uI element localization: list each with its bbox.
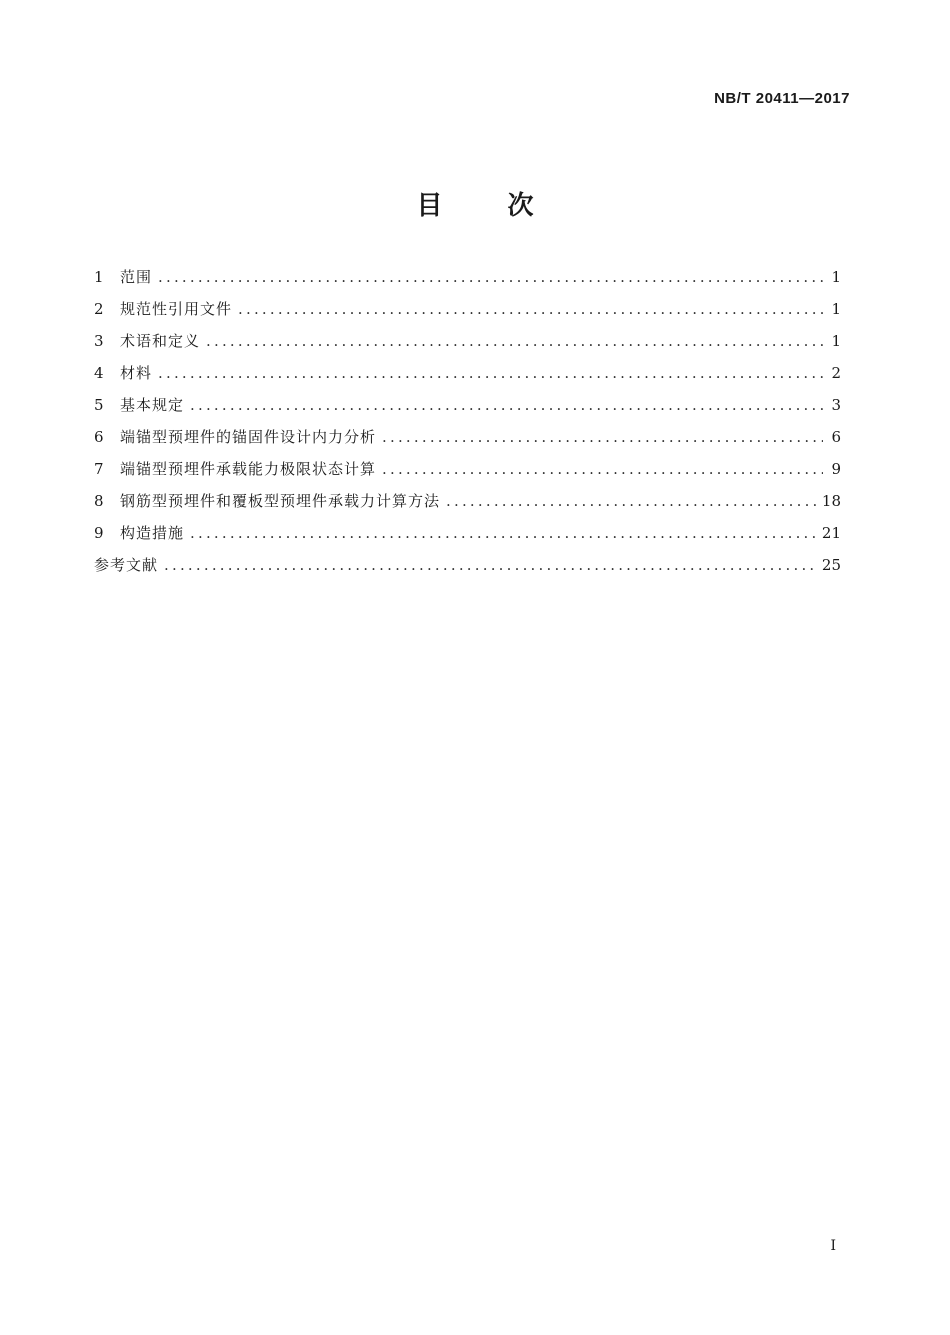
toc-entry-number: 1 bbox=[94, 268, 104, 286]
toc-entry-page: 3 bbox=[831, 396, 841, 414]
toc-entry-label: 钢筋型预埋件和覆板型预埋件承载力计算方法 bbox=[120, 492, 441, 510]
toc-entry-label: 端锚型预埋件的锚固件设计内力分析 bbox=[120, 428, 377, 446]
toc-entry-number: 8 bbox=[94, 492, 104, 510]
toc-dot-leader bbox=[446, 492, 816, 510]
toc-dot-leader bbox=[382, 460, 823, 478]
toc-entry-number: 3 bbox=[94, 332, 104, 350]
toc-entry-label: 范围 bbox=[120, 268, 153, 286]
toc-entry-page: 18 bbox=[821, 492, 841, 510]
toc-entry-label: 端锚型预埋件承载能力极限状态计算 bbox=[120, 460, 377, 478]
toc-entry-page: 1 bbox=[831, 268, 841, 286]
page-number: I bbox=[830, 1238, 836, 1254]
toc-entry-number: 5 bbox=[94, 396, 104, 414]
toc-entry[interactable] bbox=[94, 490, 841, 522]
toc-entry[interactable] bbox=[94, 266, 841, 298]
toc-dot-leader bbox=[206, 332, 823, 350]
toc-dot-leader bbox=[190, 396, 823, 414]
toc-title: 目 次 bbox=[416, 191, 562, 221]
toc-dot-leader bbox=[158, 364, 823, 382]
toc-entry-label: 参考文献 bbox=[94, 556, 159, 574]
toc-entry-references[interactable] bbox=[94, 554, 841, 586]
toc-entry-page: 21 bbox=[821, 524, 841, 542]
toc-dot-leader bbox=[382, 428, 823, 446]
toc-entry-label: 基本规定 bbox=[120, 396, 185, 414]
toc-entry-number: 7 bbox=[94, 460, 104, 478]
toc-entry-label: 规范性引用文件 bbox=[120, 300, 233, 318]
toc-entry[interactable] bbox=[94, 330, 841, 362]
toc-dot-leader bbox=[190, 524, 816, 542]
toc-dot-leader bbox=[164, 556, 816, 574]
toc-entry[interactable] bbox=[94, 298, 841, 330]
toc-entry-page: 9 bbox=[831, 460, 841, 478]
toc-entry-page: 1 bbox=[831, 332, 841, 350]
toc-list bbox=[94, 266, 841, 586]
toc-entry-number: 2 bbox=[94, 300, 104, 318]
toc-entry-page: 2 bbox=[831, 364, 841, 382]
toc-entry[interactable] bbox=[94, 394, 841, 426]
toc-entry-label: 材料 bbox=[120, 364, 153, 382]
toc-entry[interactable] bbox=[94, 522, 841, 554]
toc-entry-number: 9 bbox=[94, 524, 104, 542]
toc-entry-page: 6 bbox=[831, 428, 841, 446]
toc-entry[interactable] bbox=[94, 362, 841, 394]
toc-entry-number: 6 bbox=[94, 428, 104, 446]
toc-entry-page: 25 bbox=[821, 556, 841, 574]
toc-entry-number: 4 bbox=[94, 364, 104, 382]
document-code: NB/T 20411—2017 bbox=[714, 90, 850, 107]
toc-entry[interactable] bbox=[94, 458, 841, 490]
toc-entry-label: 术语和定义 bbox=[120, 332, 201, 350]
toc-dot-leader bbox=[158, 268, 823, 286]
toc-dot-leader bbox=[238, 300, 823, 318]
toc-entry-label: 构造措施 bbox=[120, 524, 185, 542]
toc-entry[interactable] bbox=[94, 426, 841, 458]
toc-entry-page: 1 bbox=[831, 300, 841, 318]
